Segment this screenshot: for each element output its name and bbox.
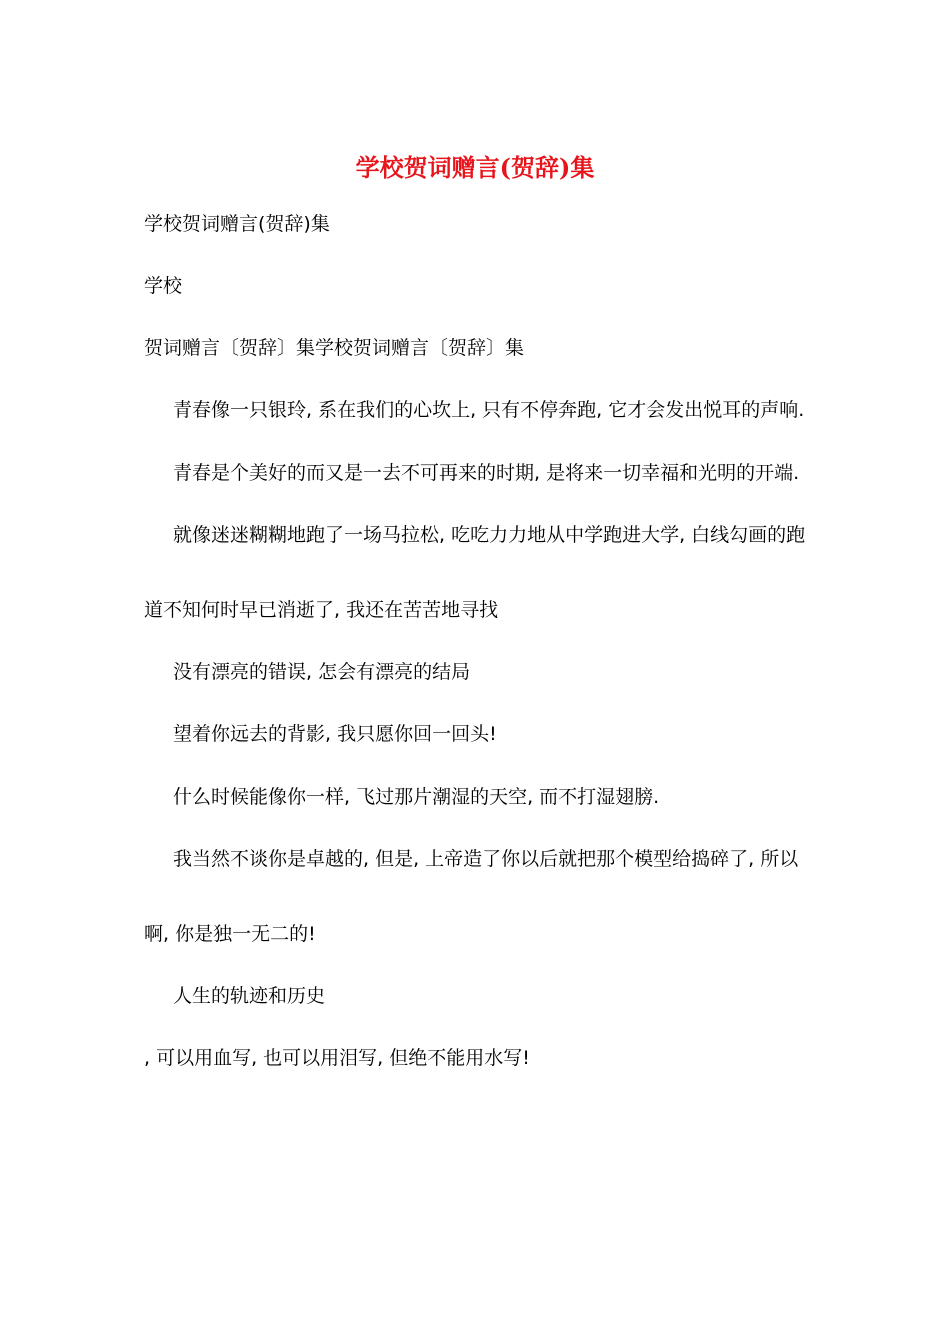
paragraph-line-11: 我当然不谈你是卓越的, 但是, 上帝造了你以后就把那个模型给捣碎了, 所以 xyxy=(173,848,799,870)
paragraph-line-4: 青春像一只银玲, 系在我们的心坎上, 只有不停奔跑, 它才会发出悦耳的声响. xyxy=(173,399,805,421)
paragraph-line-5: 青春是个美好的而又是一去不可再来的时期, 是将来一切幸福和光明的开端. xyxy=(173,462,800,484)
paragraph-line-13: 人生的轨迹和历史 xyxy=(173,985,326,1007)
paragraph-line-6: 就像迷迷糊糊地跑了一场马拉松, 吃吃力力地从中学跑进大学, 白线勾画的跑 xyxy=(173,524,806,546)
paragraph-line-10: 什么时候能像你一样, 飞过那片潮湿的天空, 而不打湿翅膀. xyxy=(173,786,660,808)
paragraph-line-12: 啊, 你是独一无二的! xyxy=(144,923,316,945)
paragraph-line-8: 没有漂亮的错误, 怎会有漂亮的结局 xyxy=(173,661,471,683)
paragraph-line-7: 道不知何时早已消逝了, 我还在苦苦地寻找 xyxy=(144,599,499,621)
paragraph-line-9: 望着你远去的背影, 我只愿你回一回头! xyxy=(173,723,497,745)
paragraph-line-1: 学校贺词赠言(贺辞)集 xyxy=(144,213,330,235)
paragraph-line-14: , 可以用血写, 也可以用泪写, 但绝不能用水写! xyxy=(144,1047,530,1069)
document-title: 学校贺词赠言(贺辞)集 xyxy=(355,153,595,182)
paragraph-line-2: 学校 xyxy=(144,275,183,297)
paragraph-line-3: 贺词赠言〔贺辞〕集学校贺词赠言〔贺辞〕集 xyxy=(144,337,525,359)
